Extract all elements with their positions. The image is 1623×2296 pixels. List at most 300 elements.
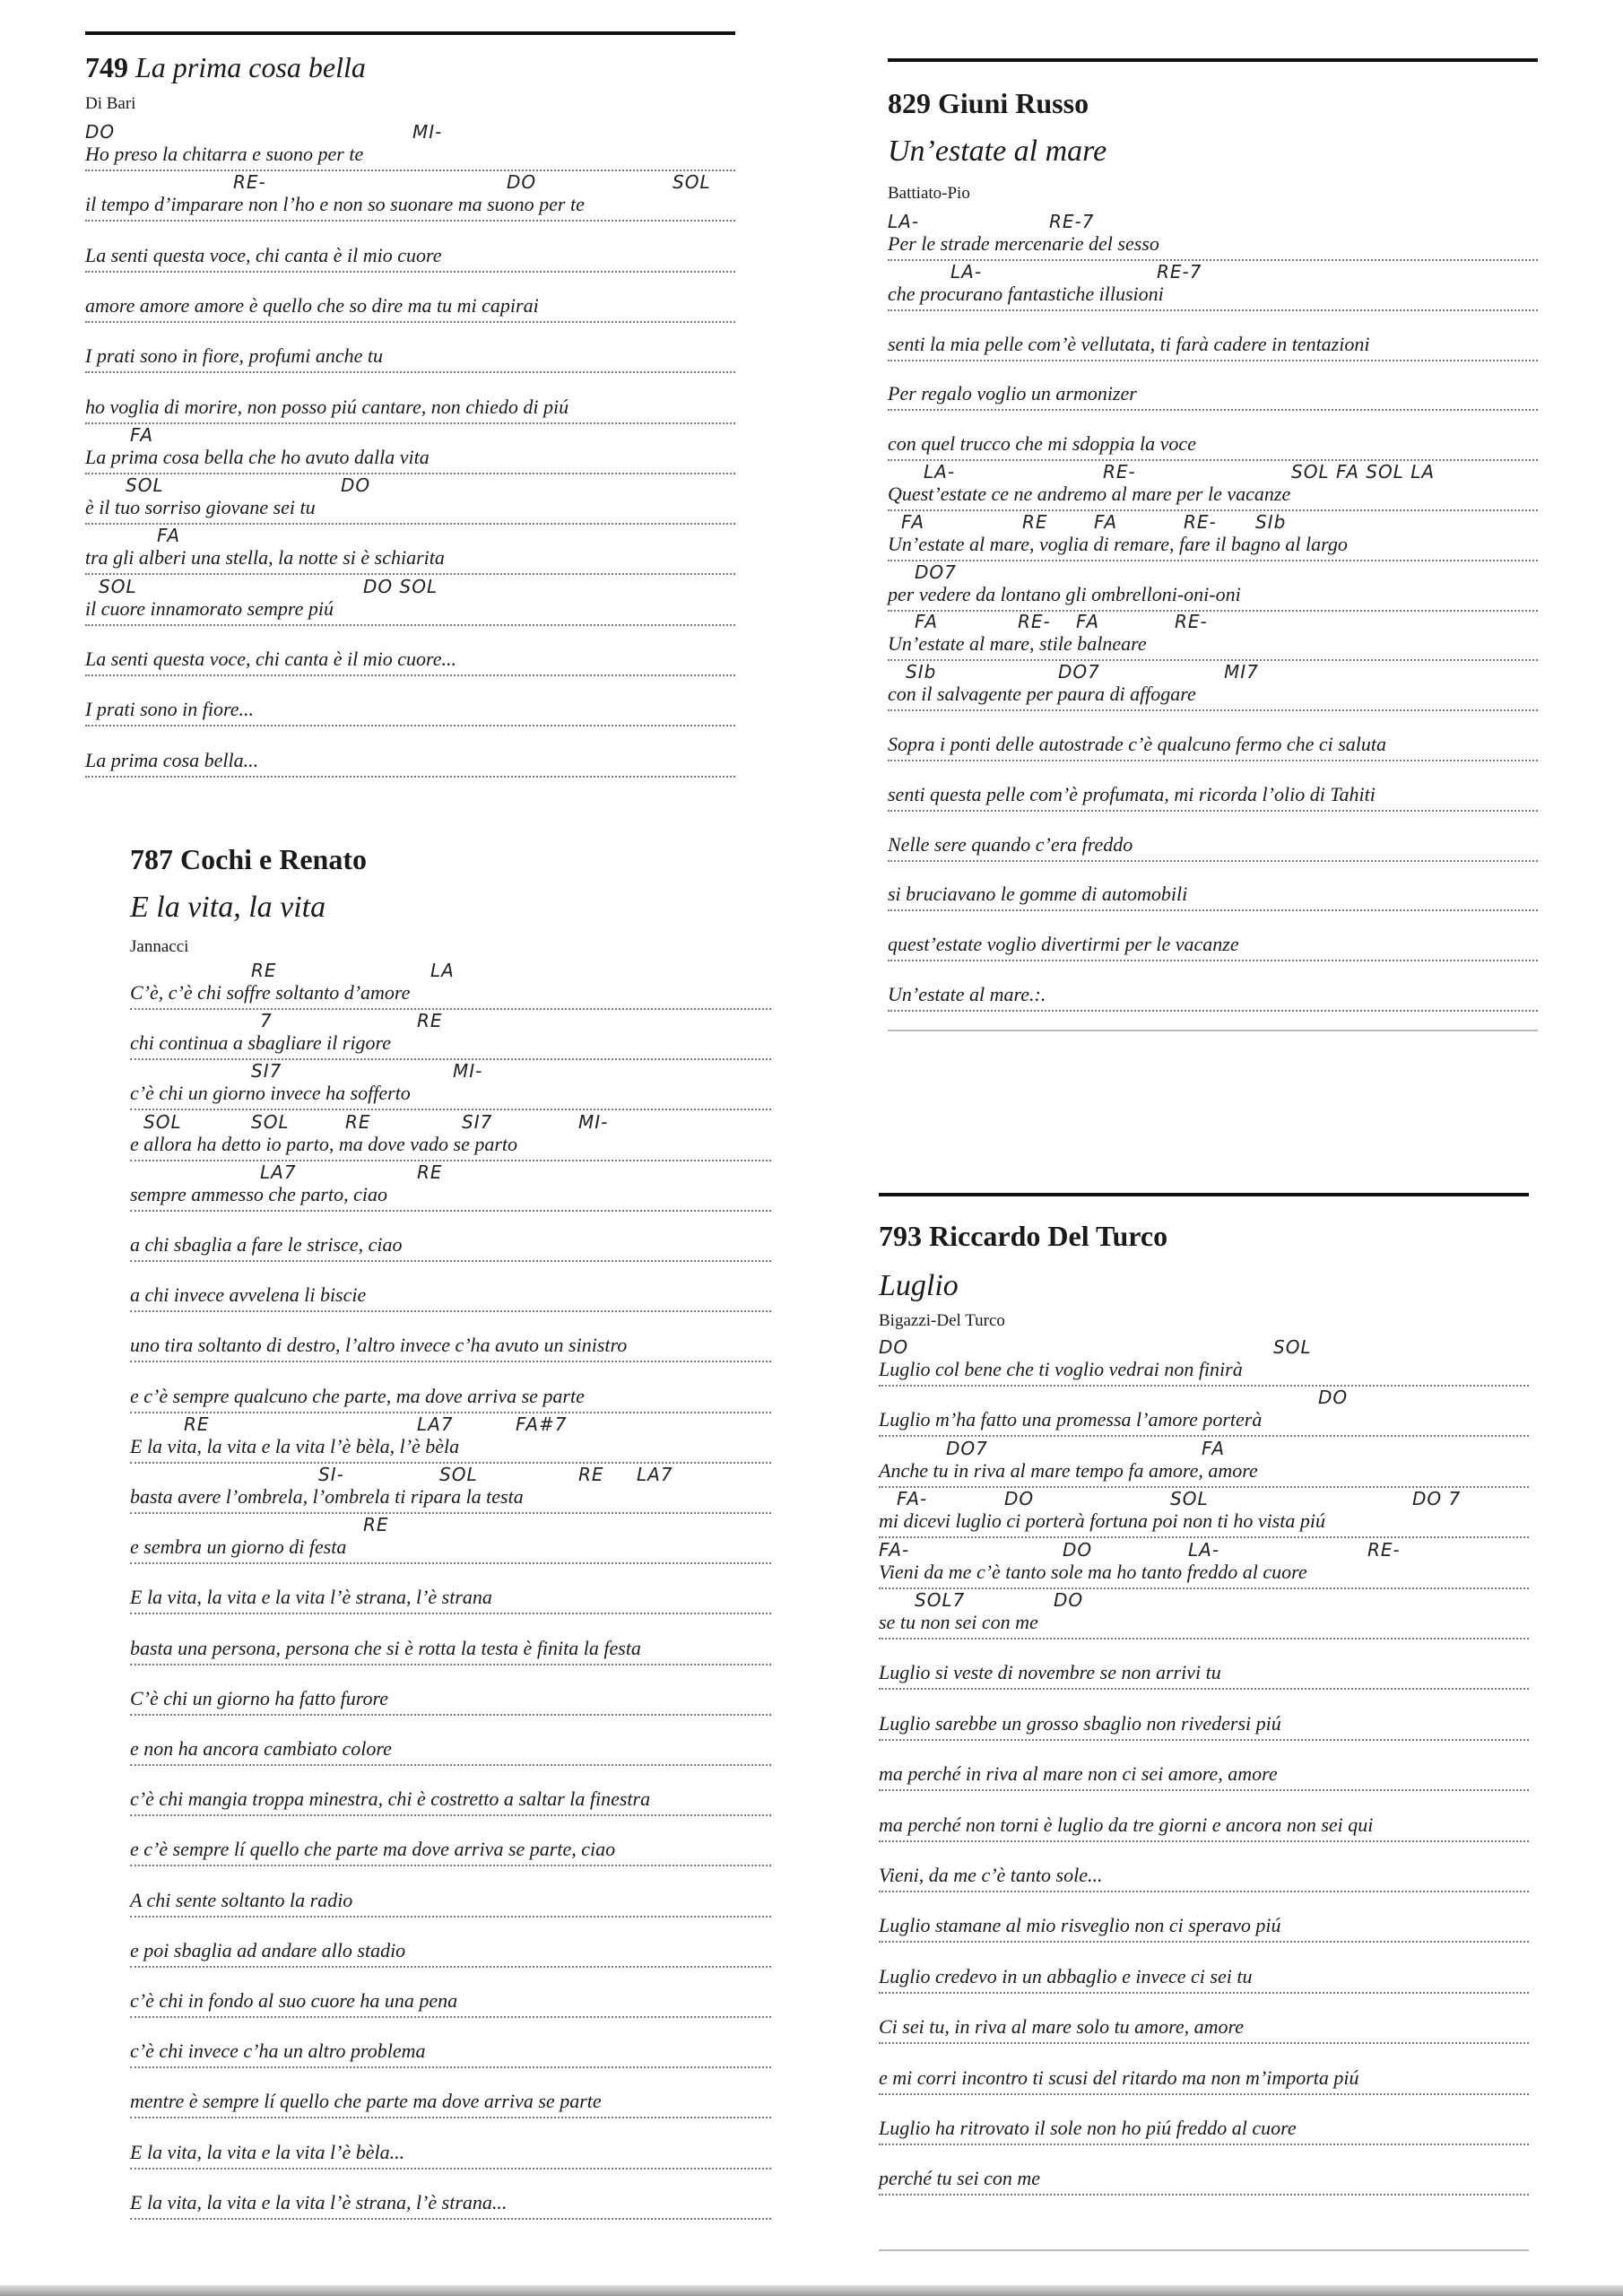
- lyric-text: La prima cosa bella...: [85, 748, 259, 771]
- lyric-text: sempre ammesso che parto, ciao: [130, 1182, 387, 1205]
- page-edge-shadow: [0, 2285, 1623, 2296]
- dotted-rule: [888, 1010, 1538, 1012]
- lyric-line: [130, 1514, 771, 1564]
- lyric-line: [130, 1615, 771, 1665]
- lyric-text: Per le strade mercenarie del sesso: [888, 232, 1159, 255]
- lyric-text: tra gli alberi una stella, la notte si è schiarita: [85, 546, 445, 570]
- lyric-line: [85, 525, 735, 575]
- chord-row: [879, 1792, 1529, 1813]
- lyric-text: si bruciavano le gomme di automobili: [888, 883, 1188, 906]
- lyric-line: [130, 1212, 771, 1262]
- lyric-text: e poi sbaglia ad andare allo stadio: [130, 1938, 406, 1961]
- chord-label: SOL: [673, 171, 711, 194]
- song-author: Bigazzi-Del Turco: [879, 1311, 1005, 1330]
- chord-label: DO7: [915, 561, 957, 583]
- lyric-text: I prati sono in fiore...: [85, 698, 255, 721]
- lyric-line: [888, 661, 1538, 711]
- lyric-line: [888, 311, 1538, 361]
- lyric-line: [888, 961, 1538, 1012]
- chord-row: [85, 474, 735, 496]
- chord-row: [888, 861, 1538, 883]
- chord-row: [130, 2119, 771, 2141]
- lyric-text: Luglio ha ritrovato il sole non ho piú freddo al cuore: [879, 2117, 1297, 2139]
- chord-label: RE: [251, 960, 277, 981]
- lyric-line: [85, 626, 735, 676]
- chord-row: [879, 1639, 1529, 1661]
- lyric-line: [888, 611, 1538, 661]
- lyric-text: senti la mia pelle com’è vellutata, ti farà cadere in tentazioni: [888, 332, 1370, 355]
- lyric-text: Vieni da me c’è tanto sole ma ho tanto freddo al cuore: [879, 1560, 1307, 1583]
- chord-row: [130, 2068, 771, 2090]
- chord-label: MI7: [1224, 661, 1259, 683]
- lyrics-block: [130, 960, 771, 2260]
- chord-label: FA: [1094, 510, 1118, 533]
- chord-row: [130, 1918, 771, 1939]
- lyric-text: E la vita, la vita e la vita l’è strana, l’è strana: [130, 1586, 492, 1609]
- lyric-text: Luglio m’ha fatto una promessa l’amore porterà: [879, 1408, 1263, 1431]
- lyric-line: [879, 1944, 1529, 1994]
- chord-label: RE: [417, 1161, 443, 1183]
- chord-row: [888, 561, 1538, 583]
- dotted-rule: [85, 776, 735, 778]
- lyric-line: [130, 1564, 771, 1614]
- chord-label: LA-: [888, 211, 920, 232]
- lyric-line: [888, 812, 1538, 862]
- lyric-line: [888, 561, 1538, 612]
- lyric-line: [130, 1262, 771, 1312]
- chord-row: [85, 171, 735, 193]
- lyric-line: [130, 1010, 771, 1060]
- song-title: Un’estate al mare: [888, 135, 1107, 168]
- lyric-text: a chi invece avvelena li biscie: [130, 1283, 367, 1307]
- lyric-line: [85, 424, 735, 474]
- chord-row: [888, 911, 1538, 933]
- bottom-rule: [879, 2249, 1529, 2251]
- lyric-line: [130, 1413, 771, 1464]
- top-rule: [888, 58, 1538, 62]
- lyric-line: [130, 2068, 771, 2118]
- dotted-rule: [130, 2218, 771, 2220]
- chord-label: FA-: [879, 1538, 910, 1561]
- lyric-text: c’è chi mangia troppa minestra, chi è costretto a saltar la finestra: [130, 1787, 651, 1811]
- chord-row: [130, 1816, 771, 1838]
- lyric-line: [130, 1665, 771, 1716]
- lyric-line: [888, 461, 1538, 511]
- lyric-line: [130, 1766, 771, 1816]
- chord-row: [879, 1741, 1529, 1762]
- lyric-line: [130, 1816, 771, 1866]
- lyric-line: [85, 474, 735, 525]
- lyric-line: [85, 727, 735, 778]
- chord-label: LA7: [260, 1161, 297, 1183]
- lyric-line: [888, 861, 1538, 911]
- chord-row: [130, 1968, 771, 1989]
- chord-label: DO: [1063, 1538, 1093, 1561]
- song-number-title: 787 Cochi e Renato: [130, 843, 367, 875]
- bottom-rule: [888, 1030, 1538, 1031]
- lyric-text: Luglio stamane al mio risveglio non ci speravo piú: [879, 1914, 1281, 1937]
- chord-label: RE-: [1103, 461, 1136, 483]
- chord-row: [130, 1212, 771, 1233]
- lyric-line: [879, 1892, 1529, 1943]
- lyric-line: [879, 1741, 1529, 1791]
- lyric-text: Quest’estate ce ne andremo al mare per le vacanze: [888, 483, 1291, 505]
- lyric-text: ma perché non torni è luglio da tre giorni e ancora non sei qui: [879, 1813, 1374, 1836]
- lyric-line: [879, 2045, 1529, 2095]
- lyrics-block: [85, 121, 735, 803]
- lyric-line: [879, 1539, 1529, 1589]
- chord-row: [85, 424, 735, 446]
- lyric-line: [85, 374, 735, 424]
- lyric-text: Anche tu in riva al mare tempo fa amore, amore: [879, 1458, 1258, 1482]
- lyric-text: e allora ha detto io parto, ma dove vado se parto: [130, 1132, 518, 1155]
- lyric-line: [130, 1464, 771, 1514]
- lyric-line: [130, 960, 771, 1010]
- lyrics-block: [879, 1336, 1529, 2233]
- chord-label: SIb: [1255, 510, 1287, 533]
- chord-row: [130, 1312, 771, 1334]
- chord-row: [130, 1161, 771, 1183]
- chord-label: SOL: [99, 575, 137, 597]
- chord-label: SOL: [143, 1110, 182, 1133]
- chord-row: [130, 1413, 771, 1435]
- chord-label: SOL: [439, 1464, 478, 1485]
- song-title: La prima cosa bella: [135, 51, 366, 83]
- chord-row: [879, 1438, 1529, 1459]
- lyric-text: senti questa pelle com’è profumata, mi ricorda l’olio di Tahiti: [888, 782, 1376, 805]
- chord-label: SI7: [251, 1060, 282, 1083]
- chord-label: FA: [1202, 1437, 1226, 1459]
- lyric-line: [879, 1387, 1529, 1437]
- lyric-text: ho voglia di morire, non posso piú cantare, non chiedo di piú: [85, 395, 569, 418]
- chord-row: [879, 1336, 1529, 1358]
- lyric-text: basta avere l’ombrela, l’ombrela ti ripara la testa: [130, 1485, 524, 1508]
- lyric-text: I prati sono in fiore, profumi anche tu: [85, 344, 384, 368]
- chord-label: DO 7: [1412, 1488, 1462, 1510]
- chord-row: [879, 1944, 1529, 1965]
- chord-row: [130, 1111, 771, 1133]
- chord-label: FA: [157, 525, 181, 547]
- lyric-line: [130, 1968, 771, 2018]
- chord-label: SOL7: [915, 1589, 966, 1611]
- chord-label: DO SOL: [363, 575, 438, 597]
- lyric-line: [888, 361, 1538, 411]
- lyric-text: e mi corri incontro ti scusi del ritardo ma non m’importa piú: [879, 2066, 1359, 2089]
- lyric-line: [888, 761, 1538, 812]
- lyric-text: Nelle sere quando c’era freddo: [888, 832, 1133, 856]
- chord-row: [130, 1766, 771, 1787]
- chord-row: [879, 1488, 1529, 1509]
- chord-row: [879, 2045, 1529, 2066]
- lyric-line: [85, 676, 735, 726]
- chord-row: [130, 1514, 771, 1535]
- chord-row: [888, 812, 1538, 833]
- lyric-line: [879, 1589, 1529, 1639]
- lyric-line: [130, 1312, 771, 1362]
- chord-row: [130, 1363, 771, 1385]
- chord-label: DO: [1004, 1488, 1035, 1510]
- chord-row: [879, 2095, 1529, 2117]
- lyric-line: [85, 222, 735, 273]
- chord-row: [888, 511, 1538, 533]
- chord-row: [879, 1387, 1529, 1408]
- lyric-text: e sembra un giorno di festa: [130, 1535, 347, 1559]
- chord-row: [130, 1867, 771, 1889]
- lyric-text: Luglio si veste di novembre se non arrivi tu: [879, 1661, 1221, 1684]
- chord-row: [130, 1615, 771, 1637]
- lyric-text: e c’è sempre qualcuno che parte, ma dove arriva se parte: [130, 1384, 585, 1407]
- lyric-text: c’è chi invece c’ha un altro problema: [130, 2039, 426, 2063]
- chord-row: [130, 1716, 771, 1737]
- chord-label: FA-: [897, 1488, 928, 1510]
- chord-label: SOL: [251, 1110, 290, 1133]
- song-number-title: 829 Giuni Russo: [888, 87, 1089, 119]
- chord-label: MI-: [412, 121, 443, 143]
- lyric-text: Sopra i ponti delle autostrade c’è qualcuno fermo che ci saluta: [888, 733, 1387, 755]
- chord-label: SOL FA SOL LA: [1291, 461, 1436, 483]
- chord-label: LA7: [637, 1464, 673, 1485]
- lyric-text: a chi sbaglia a fare le strisce, ciao: [130, 1233, 403, 1256]
- lyric-line: [130, 2170, 771, 2220]
- lyric-line: [85, 121, 735, 171]
- chord-row: [879, 1842, 1529, 1864]
- lyric-line: [130, 1161, 771, 1212]
- lyric-text: Ci sei tu, in riva al mare solo tu amore, amore: [879, 2015, 1244, 2039]
- chord-label: SIb: [906, 661, 937, 683]
- chord-row: [888, 361, 1538, 382]
- chord-label: RE-: [1018, 611, 1051, 633]
- chord-label: DO7: [946, 1437, 988, 1459]
- lyric-text: che procurano fantastiche illusioni: [888, 282, 1164, 305]
- lyric-line: [879, 1994, 1529, 2044]
- lyric-line: [85, 323, 735, 373]
- chord-row: [85, 727, 735, 749]
- chord-row: [888, 961, 1538, 983]
- lyric-line: [879, 1336, 1529, 1387]
- chord-row: [130, 1564, 771, 1586]
- lyric-text: amore amore amore è quello che so dire ma tu mi capirai: [85, 293, 539, 317]
- chord-row: [130, 960, 771, 981]
- lyric-text: La prima cosa bella che ho avuto dalla vita: [85, 445, 430, 468]
- lyric-line: [879, 1639, 1529, 1690]
- lyric-line: [879, 1438, 1529, 1488]
- lyric-text: Per regalo voglio un armonizer: [888, 382, 1137, 405]
- lyric-text: La senti questa voce, chi canta è il mio cuore: [85, 243, 442, 266]
- chord-row: [888, 711, 1538, 733]
- chord-row: [85, 222, 735, 244]
- top-rule: [85, 31, 735, 35]
- chord-label: RE: [345, 1110, 371, 1133]
- song-clip-829: [888, 58, 1538, 1031]
- chord-row: [130, 1665, 771, 1687]
- lyric-line: [888, 211, 1538, 261]
- chord-row: [85, 374, 735, 396]
- song-clip-749: [85, 31, 735, 794]
- chord-label: SOL: [1170, 1488, 1209, 1510]
- song-number: 749: [85, 51, 128, 83]
- chord-row: [130, 1464, 771, 1485]
- chord-label: MI-: [453, 1060, 483, 1083]
- lyric-line: [85, 171, 735, 222]
- chord-label: RE: [417, 1010, 443, 1032]
- chord-row: [85, 273, 735, 294]
- chord-row: [85, 525, 735, 546]
- chord-label: MI-: [578, 1110, 609, 1133]
- chord-label: RE: [363, 1514, 389, 1536]
- chord-label: RE-: [233, 171, 266, 194]
- chord-row: [130, 1060, 771, 1082]
- chord-row: [888, 311, 1538, 333]
- lyric-text: Un’estate al mare, voglia di remare, fare il bagno al largo: [888, 532, 1348, 555]
- lyric-line: [130, 1060, 771, 1110]
- lyric-line: [888, 411, 1538, 461]
- lyric-text: C’è, c’è chi soffre soltanto d’amore: [130, 981, 411, 1004]
- song-author: Di Bari: [85, 94, 136, 113]
- lyric-text: se tu non sei con me: [879, 1611, 1038, 1633]
- chord-row: [879, 1539, 1529, 1561]
- lyric-text: E la vita, la vita e la vita l’è bèla...: [130, 2140, 405, 2163]
- lyric-text: chi continua a sbagliare il rigore: [130, 1031, 392, 1055]
- chord-row: [85, 576, 735, 597]
- chord-row: [888, 761, 1538, 783]
- lyric-text: c’è chi un giorno invece ha sofferto: [130, 1082, 411, 1105]
- chord-row: [879, 2145, 1529, 2167]
- lyric-text: per vedere da lontano gli ombrelloni-oni-oni: [888, 582, 1241, 605]
- top-rule: [879, 1193, 1529, 1196]
- chord-label: DO: [85, 121, 116, 143]
- lyric-text: La senti questa voce, chi canta è il mio cuore...: [85, 648, 457, 670]
- chord-label: SOL: [126, 474, 164, 497]
- chord-row: [130, 1010, 771, 1031]
- chord-label: LA: [430, 960, 455, 981]
- song-number-title: 793 Riccardo Del Turco: [879, 1220, 1168, 1252]
- chord-label: 7: [260, 1010, 273, 1032]
- song-title: E la vita, la vita: [130, 891, 326, 924]
- lyric-line: [888, 261, 1538, 311]
- lyric-text: Luglio col bene che ti voglio vedrai non finirà: [879, 1358, 1243, 1380]
- chord-row: [130, 1262, 771, 1283]
- chord-label: DO: [879, 1336, 909, 1358]
- lyric-text: ma perché in riva al mare non ci sei amore, amore: [879, 1762, 1278, 1786]
- lyric-line: [879, 2145, 1529, 2196]
- chord-row: [879, 1691, 1529, 1712]
- lyric-line: [879, 2095, 1529, 2145]
- chord-label: RE: [1022, 510, 1048, 533]
- lyric-line: [130, 2119, 771, 2170]
- lyric-line: [130, 1363, 771, 1413]
- lyric-text: il cuore innamorato sempre piú: [85, 596, 334, 620]
- chord-row: [879, 1589, 1529, 1611]
- chord-label: LA-: [924, 461, 956, 483]
- lyric-text: perché tu sei con me: [879, 2167, 1041, 2190]
- lyric-text: il tempo d’imparare non l’ho e non so suonare ma suono per te: [85, 193, 585, 216]
- chord-label: SI7: [462, 1110, 493, 1133]
- lyric-line: [888, 511, 1538, 561]
- song-author: Jannacci: [130, 937, 189, 956]
- lyric-text: Un’estate al mare.:.: [888, 983, 1046, 1005]
- lyric-text: mi dicevi luglio ci porterà fortuna poi non ti ho vista piú: [879, 1509, 1326, 1533]
- chord-row: [888, 661, 1538, 683]
- lyric-text: Vieni, da me c’è tanto sole...: [879, 1864, 1103, 1886]
- chord-label: RE-7: [1049, 211, 1095, 232]
- lyric-text: c’è chi in fondo al suo cuore ha una pena: [130, 1989, 458, 2012]
- chord-label: DO: [507, 171, 537, 194]
- chord-row: [130, 2170, 771, 2191]
- chord-label: RE-: [1175, 611, 1208, 633]
- lyric-line: [888, 711, 1538, 761]
- lyric-text: C’è chi un giorno ha fatto furore: [130, 1686, 389, 1709]
- chord-label: FA: [901, 510, 925, 533]
- lyric-text: quest’estate voglio divertirmi per le vacanze: [888, 933, 1239, 956]
- lyric-line: [130, 1867, 771, 1918]
- song-clip-787: [130, 812, 771, 2256]
- lyric-line: [85, 576, 735, 626]
- lyric-line: [130, 1918, 771, 1968]
- lyric-line: [130, 1716, 771, 1766]
- chord-label: SOL: [1273, 1336, 1312, 1358]
- lyrics-block: [888, 211, 1538, 1018]
- lyric-line: [130, 2018, 771, 2068]
- chord-row: [85, 626, 735, 648]
- song-author: Battiato-Pio: [888, 184, 970, 203]
- dotted-rule: [879, 2194, 1529, 2196]
- chord-row: [888, 211, 1538, 232]
- lyric-text: E la vita, la vita e la vita l’è strana, l’è strana...: [130, 2190, 508, 2213]
- lyric-text: E la vita, la vita e la vita l’è bèla, l’è bèla: [130, 1434, 460, 1457]
- lyric-text: uno tira soltanto di destro, l’altro invece c’ha avuto un sinistro: [130, 1334, 628, 1357]
- chord-label: RE: [578, 1464, 604, 1485]
- lyric-text: mentre è sempre lí quello che parte ma dove arriva se parte: [130, 2090, 602, 2113]
- lyric-line: [879, 1842, 1529, 1892]
- chord-label: FA: [915, 611, 939, 633]
- chord-label: DO: [1054, 1589, 1084, 1611]
- chord-row: [888, 411, 1538, 432]
- lyric-line: [879, 1792, 1529, 1842]
- chord-row: [85, 323, 735, 344]
- song-clip-793: [879, 1193, 1529, 2251]
- chord-label: FA: [1076, 611, 1100, 633]
- chord-label: LA-: [1188, 1538, 1220, 1561]
- chord-label: RE: [184, 1413, 210, 1435]
- lyric-line: [879, 1691, 1529, 1741]
- chord-row: [888, 611, 1538, 632]
- lyric-text: basta una persona, persona che si è rotta la testa è finita la festa: [130, 1636, 641, 1659]
- lyric-text: con quel trucco che mi sdoppia la voce: [888, 432, 1196, 456]
- chord-row: [888, 261, 1538, 283]
- chord-label: SI-: [318, 1464, 344, 1485]
- lyric-text: Ho preso la chitarra e suono per te: [85, 143, 364, 165]
- chord-label: LA7: [417, 1413, 454, 1435]
- chord-label: FA: [130, 423, 154, 446]
- lyric-text: Luglio sarebbe un grosso sbaglio non rivedersi piú: [879, 1711, 1281, 1735]
- chord-label: RE-: [1184, 510, 1217, 533]
- lyric-line: [130, 1111, 771, 1161]
- lyric-text: con il salvagente per paura di affogare: [888, 683, 1196, 706]
- chord-label: RE-7: [1157, 260, 1202, 283]
- lyric-line: [85, 273, 735, 323]
- chord-label: LA-: [950, 260, 983, 283]
- lyric-text: e c’è sempre lí quello che parte ma dove arriva se parte, ciao: [130, 1838, 616, 1861]
- lyric-text: e non ha ancora cambiato colore: [130, 1737, 392, 1760]
- chord-row: [888, 461, 1538, 483]
- lyric-text: Un’estate al mare, stile balneare: [888, 632, 1147, 656]
- chord-label: FA#7: [516, 1413, 568, 1435]
- lyric-line: [888, 911, 1538, 961]
- chord-label: RE-: [1367, 1538, 1401, 1561]
- song-number-title: [85, 51, 366, 84]
- lyric-line: [879, 1488, 1529, 1538]
- chord-label: DO: [341, 474, 371, 497]
